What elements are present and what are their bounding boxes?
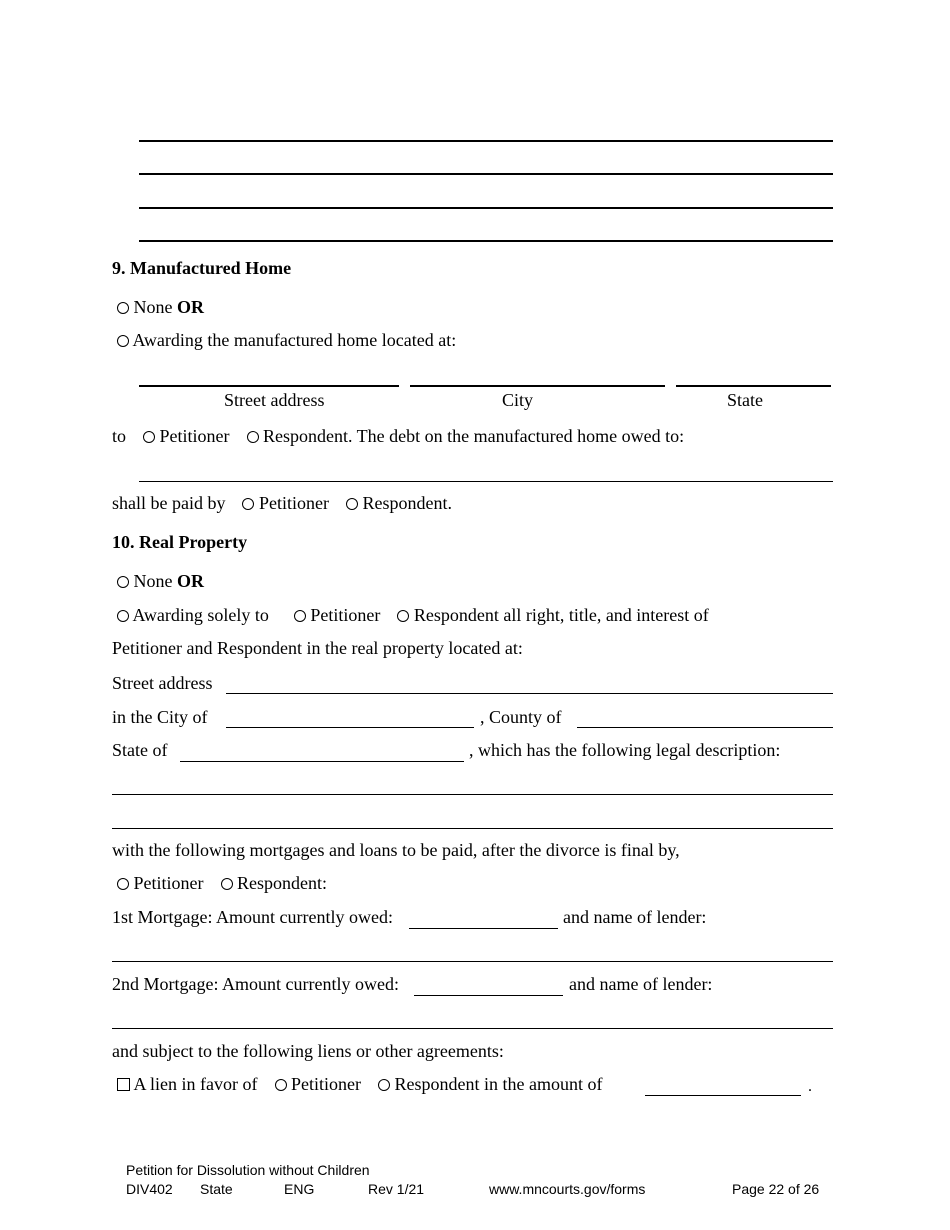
to-label: to <box>112 426 127 446</box>
petitioner-label: Petitioner <box>258 493 329 513</box>
debt-paid-petitioner-radio[interactable] <box>242 498 254 510</box>
property-county-field[interactable] <box>577 727 833 728</box>
legal-description-label: , which has the following legal description: <box>469 740 781 760</box>
state-caption: State <box>727 390 763 410</box>
mortgage-payer-row <box>117 872 327 894</box>
lien-checkbox[interactable] <box>117 1078 130 1091</box>
real-property-petitioner-radio[interactable] <box>294 610 306 622</box>
respondent-interest-label: Respondent all right, title, and interest of <box>413 605 709 625</box>
real-property-awarding-radio[interactable] <box>117 610 129 622</box>
street-address-label: Street address <box>112 673 213 693</box>
manufactured-home-awarding-option <box>117 329 456 351</box>
or-label: OR <box>177 571 204 591</box>
awarding-solely-label: Awarding solely to <box>132 605 269 625</box>
footer-form-title: Petition for Dissolution without Children <box>126 1162 370 1178</box>
footer-language: ENG <box>284 1181 315 1197</box>
section-10-heading: 10. Real Property <box>112 532 248 552</box>
manufactured-home-to-row <box>112 425 684 447</box>
petitioner-label: Petitioner <box>159 426 230 446</box>
real-property-none-option <box>117 570 204 592</box>
manufactured-home-none-option <box>117 296 204 318</box>
first-lender-name-field[interactable] <box>112 961 833 962</box>
awarding-label: Awarding the manufactured home located at: <box>132 330 457 350</box>
real-property-respondent-radio[interactable] <box>397 610 409 622</box>
lender1-label: and name of lender: <box>563 907 707 927</box>
legal-description-line-1[interactable] <box>112 794 833 795</box>
lien-row <box>117 1073 602 1095</box>
liens-label: and subject to the following liens or other agreements: <box>112 1041 504 1061</box>
none-label: None <box>133 297 173 317</box>
continuation-line-4[interactable] <box>139 240 833 242</box>
first-mortgage-label: 1st Mortgage: Amount currently owed: <box>112 907 393 927</box>
property-located-label: Petitioner and Respondent in the real property located at: <box>112 638 523 658</box>
respondent-debt-label: Respondent. The debt on the manufactured home owed to: <box>263 426 685 446</box>
county-of-label: , County of <box>480 707 562 727</box>
debt-paid-by-row <box>112 492 452 514</box>
state-of-label: State of <box>112 740 168 760</box>
lien-favor-label: A lien in favor of <box>133 1074 258 1094</box>
property-street-field[interactable] <box>226 693 833 694</box>
property-city-field[interactable] <box>226 727 474 728</box>
second-mortgage-amount-field[interactable] <box>414 995 563 996</box>
real-property-awarding-row <box>117 604 709 626</box>
footer-revision: Rev 1/21 <box>368 1181 425 1197</box>
second-lender-name-field[interactable] <box>112 1028 833 1029</box>
award-to-respondent-radio[interactable] <box>247 431 259 443</box>
lien-respondent-radio[interactable] <box>378 1079 390 1091</box>
first-mortgage-amount-field[interactable] <box>409 928 558 929</box>
mortgages-label: with the following mortgages and loans to be paid, after the divorce is final by, <box>112 840 680 860</box>
continuation-line-2[interactable] <box>139 173 833 175</box>
debt-paid-respondent-radio[interactable] <box>346 498 358 510</box>
none-label: None <box>133 571 173 591</box>
state-field[interactable] <box>676 385 831 387</box>
footer-jurisdiction: State <box>200 1181 233 1197</box>
real-property-none-radio[interactable] <box>117 576 129 588</box>
footer-website-link[interactable]: www.mncourts.gov/forms <box>489 1181 646 1197</box>
lien-period: . <box>808 1078 812 1095</box>
mortgage-petitioner-radio[interactable] <box>117 878 129 890</box>
section-9-heading: 9. Manufactured Home <box>112 258 292 278</box>
city-field[interactable] <box>410 385 665 387</box>
lien-petitioner-radio[interactable] <box>275 1079 287 1091</box>
lien-amount-field[interactable] <box>645 1095 801 1096</box>
city-of-label: in the City of <box>112 707 208 727</box>
footer-form-code: DIV402 <box>126 1181 173 1197</box>
manufactured-home-none-radio[interactable] <box>117 302 129 314</box>
respondent-label: Respondent. <box>362 493 452 513</box>
footer-page-number: Page 22 of 26 <box>732 1181 820 1197</box>
street-address-field[interactable] <box>139 385 399 387</box>
petitioner-label: Petitioner <box>133 873 204 893</box>
award-to-petitioner-radio[interactable] <box>143 431 155 443</box>
petitioner-label: Petitioner <box>291 1074 361 1094</box>
continuation-line-3[interactable] <box>139 207 833 209</box>
lender2-label: and name of lender: <box>569 974 713 994</box>
or-label: OR <box>177 297 204 317</box>
mortgage-respondent-radio[interactable] <box>221 878 233 890</box>
respondent-amount-label: Respondent in the amount of <box>394 1074 603 1094</box>
petitioner-label: Petitioner <box>310 605 381 625</box>
debt-owed-to-field[interactable] <box>139 481 833 482</box>
property-state-field[interactable] <box>180 761 464 762</box>
paid-by-label: shall be paid by <box>112 493 226 513</box>
second-mortgage-label: 2nd Mortgage: Amount currently owed: <box>112 974 399 994</box>
continuation-line-1[interactable] <box>139 140 833 142</box>
respondent-label: Respondent: <box>237 873 327 893</box>
manufactured-home-awarding-radio[interactable] <box>117 335 129 347</box>
city-caption: City <box>502 390 534 410</box>
legal-description-line-2[interactable] <box>112 828 833 829</box>
street-address-caption: Street address <box>224 390 325 410</box>
